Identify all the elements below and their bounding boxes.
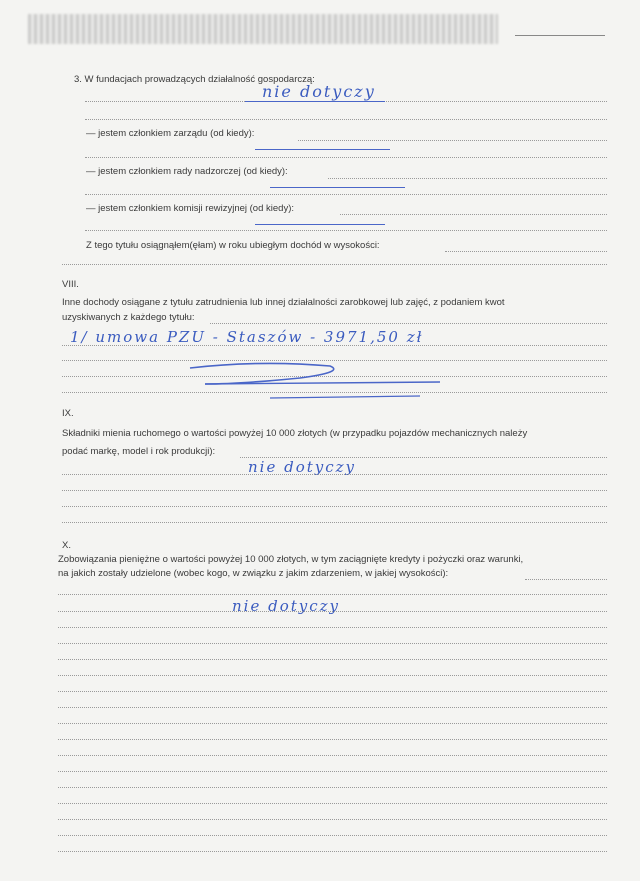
section-viii-answer: 1/ umowa PZU - Staszów - 3971,50 zł	[70, 328, 424, 346]
section-ix-text-line2: podać markę, model i rok produkcji):	[62, 446, 216, 457]
section-ix-text-line1: Składniki mienia ruchomego o wartości powyżej 10 000 złotych (w przypadku pojazdów mechanicznych należy	[62, 428, 528, 439]
item3-answer: nie dotyczy	[262, 82, 376, 101]
section-viii-text-line1: Inne dochody osiągane z tytułu zatrudnienia lub innej działalności zarobkowej lub zajęć, z podaniem kwot	[62, 297, 505, 308]
section-ix-answer: nie dotyczy	[248, 458, 357, 476]
board-member-label: — jestem członkiem zarządu (od kiedy):	[86, 128, 255, 139]
section-x-text-line2: na jakich zostały udzielone (wobec kogo, w związku z jakim zdarzeniem, w jakiej wysokości):	[58, 568, 449, 579]
section-viii-text-line2: uzyskiwanych z każdego tytułu:	[62, 312, 195, 323]
audit-committee-label: — jestem członkiem komisji rewizyjnej (od kiedy):	[86, 203, 294, 214]
section-viii-numeral: VIII.	[62, 279, 79, 290]
section-x-numeral: X.	[62, 540, 71, 551]
income-label: Z tego tytułu osiągnąłem(ęłam) w roku ubiegłym dochód w wysokości:	[86, 240, 380, 251]
section-x-text-line1: Zobowiązania pieniężne o wartości powyżej 10 000 złotych, w tym zaciągnięte kredyty i pożyczki oraz warunki,	[58, 554, 524, 565]
section-ix-numeral: IX.	[62, 408, 74, 419]
item3-label: 3. W fundacjach prowadzących działalność gospodarczą:	[74, 74, 315, 85]
section-viii-strike-stroke	[190, 363, 334, 384]
supervisory-board-label: — jestem członkiem rady nadzorczej (od kiedy):	[86, 166, 288, 177]
section-x-answer: nie dotyczy	[232, 597, 341, 615]
section-viii-strike-line	[270, 396, 420, 398]
